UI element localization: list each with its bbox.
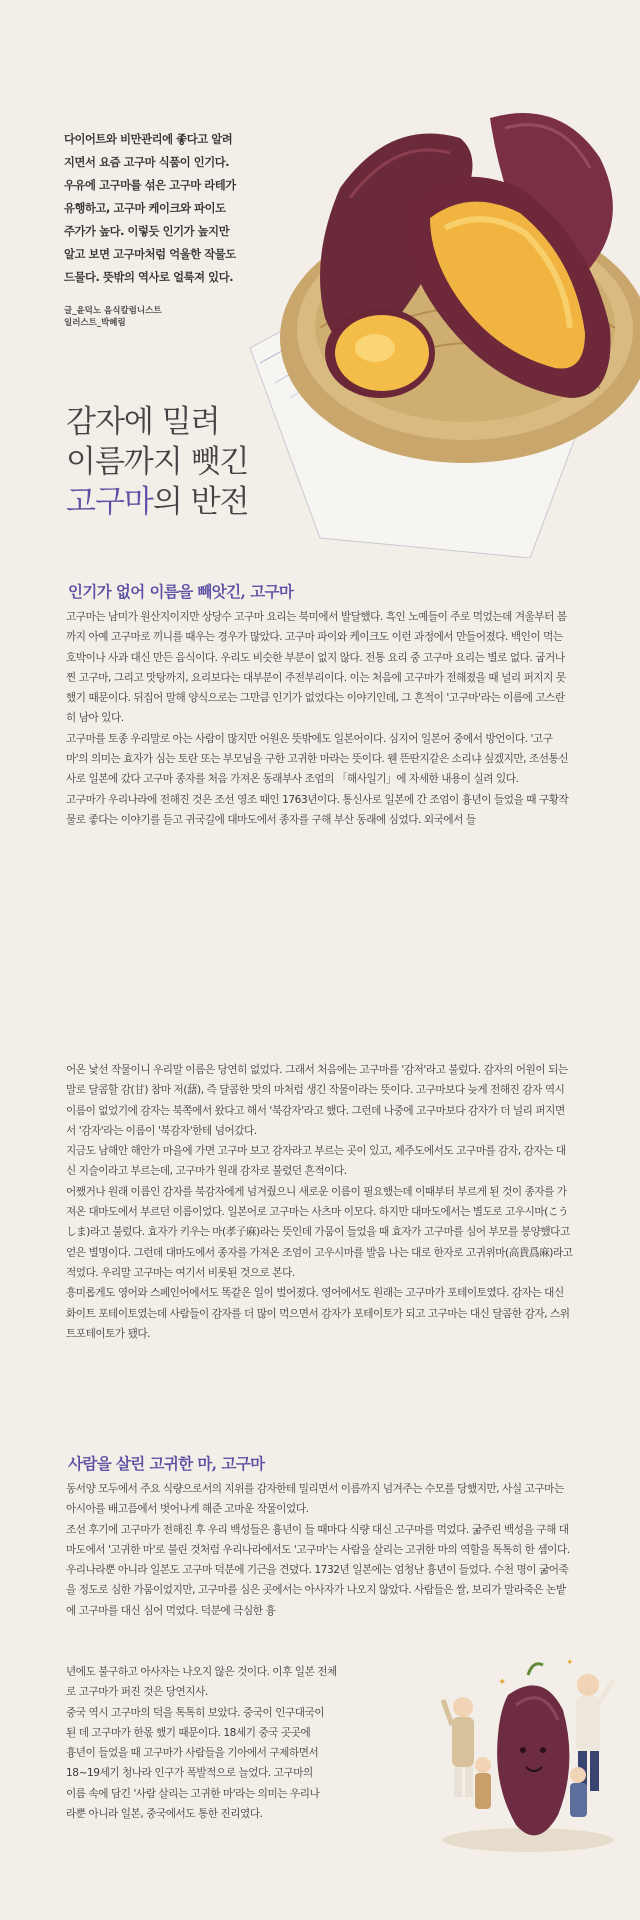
sweet-potato-basket-illustration [230,98,640,558]
section-1-body-top [66,607,574,830]
text-line: 로 고구마가 퍼진 것은 당연지사. [66,1686,208,1699]
intro-line: 우유에 고구마를 섞은 고구마 라테가 [64,179,236,192]
credit-illustrator: 일러스트_박혜림 [64,318,126,328]
text-line: 라뿐 아니라 일본, 중국에서도 통한 진리였다. [66,1808,263,1821]
paragraph: 어온 낯선 작물이니 우리말 이름은 당연히 없었다. 그래서 처음에는 고구마를 '감저'라고 불렀다. 감자의 어원이 되는 말로 달콤할 감(甘) 참마 저(藷), 즉 달콤한 맛의 마처럼 생긴 작물이라는 뜻이다. 고구마보다 늦게 전해진 감자 역시 이름이 없었기에 감자는 북쪽에서 왔다고 해서 '북감자'라고 했다. 그런데 나중에 고구마보다 감자가 더 널리 퍼지면서 '감자'라는 이름이 '북감자'한테 넘어갔다. [66,1064,568,1137]
intro-line: 알고 보면 고구마처럼 억울한 작물도 [64,248,236,261]
title-line-1: 감자에 밀려 [66,404,220,440]
paragraph: 우리나라뿐 아니라 일본도 고구마 덕분에 기근을 견뎠다. 1732년 일본에는 엄청난 흉년이 들었다. 수천 명이 굶어죽을 정도로 심한 가뭄이었지만, 고구마를 심은 곳에서는 아사자가 나오지 않았다. 사람들은 쌀, 보리가 말라죽은 논밭에 고구마를 대신 심어 먹었다. 덕분에 극심한 흉 [66,1564,569,1617]
svg-text:✦: ✦ [566,1658,574,1668]
paragraph: 동서양 모두에서 주요 식량으로서의 지위를 감자한테 밀리면서 이름까지 넘겨주는 수모를 당했지만, 사실 고구마는 아시아를 배고픔에서 벗어나게 해준 고마운 작물이었다. [66,1483,564,1516]
intro-text [64,128,274,289]
page-title [66,402,249,522]
intro-line: 유행하고, 고구마 케이크와 파이도 [64,202,226,215]
intro-line: 주가가 높다. 이렇듯 인기가 높지만 [64,225,230,238]
section-2-body-narrow [66,1662,446,1824]
title-line-2: 이름까지 뺏긴 [66,444,249,480]
text-line: 중국 역시 고구마의 덕을 톡톡히 보았다. 중국이 인구대국이 [66,1706,325,1719]
title-accent: 고구마 [66,484,153,520]
section-1-body-bottom [66,1060,574,1344]
paragraph: 조선 후기에 고구마가 전해진 후 우리 백성들은 흉년이 들 때마다 식량 대신 고구마를 먹었다. 굶주린 백성을 구해 대마도에서 '고귀한 마'로 불린 것처럼 우리나라에서도 '고구마'는 사람을 살리는 고귀한 마의 역할을 톡톡히 한 셈이다. [66,1523,570,1556]
paragraph: 고구마를 토종 우리말로 아는 사람이 많지만 어원은 뜻밖에도 일본어이다. 심지어 일본어 중에서 방언이다. '고구마'의 의미는 효자가 심는 토란 또는 부모님을 구한 고귀한 마라는 뜻이다. 웬 뜬딴지같은 소리냐 싶겠지만, 조선통신사로 일본에 갔다 고구마 종자를 처음 가져온 동래부사 조엄의 「해사일기」에 자세한 내용이 실려 있다. [66,732,569,786]
title-line-3 [66,482,249,522]
text-line: 18~19세기 청나라 인구가 폭발적으로 늘었다. 고구마의 [66,1767,313,1780]
text-line: 흉년이 들었을 때 고구마가 사람들을 기아에서 구제하면서 [66,1747,319,1760]
text-line: 년에도 불구하고 아사자는 나오지 않은 것이다. 이후 일본 전체 [66,1666,337,1678]
paragraph: 고구마가 우리나라에 전해진 것은 조선 영조 때인 1763년이다. 통신사로 일본에 간 조엄이 흉년이 들었을 때 구황작물로 좋다는 이야기를 듣고 귀국길에 대마도에서 종자를 구해 부산 동래에 심었다. 외국에서 들 [66,793,569,826]
section-2-heading: 사람을 살린 고귀한 마, 고구마 [68,1454,265,1473]
paragraph: 어쨌거나 원래 이름인 감자를 북감자에게 넘겨줬으니 새로운 이름이 필요했는데 이때부터 부르게 된 것이 종자를 가져온 대마도에서 부르던 이름이었다. 일본어로 고구마는 사츠마 이모다. 하지만 대마도에서는 별도로 고우시마(こうしま)라고 불렀다. 효자가 키우는 마(孝子麻)라는 뜻인데 가뭄이 들었을 때 효자가 고구마를 심어 부모를 봉양했다고 얻은 별명이다. 그런데 대마도에서 종자를 가져온 조엄이 고우시마를 발음 나는 대로 한자로 고귀위마(高貴爲麻)라고 적었다. 우리말 고구마는 여기서 비롯된 것으로 본다. [66,1185,573,1279]
title-suffix: 의 반전 [152,484,249,520]
paragraph: 고구마는 남미가 원산지이지만 상당수 고구마 요리는 북미에서 발달했다. 흑인 노예들이 주로 먹었는데 겨울부터 봄까지 아예 고구마로 끼니를 때우는 경우가 많았다. 고구마 파이와 케이크도 이런 과정에서 만들어졌다. 백인이 먹는 호박이나 사과 대신 만든 음식이다. 우리도 비슷한 부분이 없지 않다. 전통 요리 중 고구마 요리는 별로 없다. 굽거나 찐 고구마, 그리고 맛탕까지, 요리보다는 대부분이 주전부리이다. 이는 처음에 고구마가 전해졌을 때 널리 퍼지지 못했기 때문이다. 뒤집어 말해 양식으로는 그만큼 인기가 없었다는 이야기인데, 그 흔적이 '고구마'라는 이름에 고스란히 남아 있다. [66,611,567,725]
sweet-potato-villagers-illustration [438,1655,618,1855]
intro-line: 지면서 요즘 고구마 식품이 인기다. [64,156,230,169]
credits [64,305,162,329]
svg-text:✦: ✦ [498,1677,507,1688]
credit-writer: 글_윤덕노 음식칼럼니스트 [64,306,162,316]
intro-line: 드물다. 뜻밖의 역사로 얼룩져 있다. [64,271,234,284]
text-line: 이름 속에 담긴 '사람 살리는 고귀한 마'라는 의미는 우리나 [66,1787,320,1800]
paragraph: 흥미롭게도 영어와 스페인어에서도 똑같은 일이 벌어졌다. 영어에서도 원래는 고구마가 포테이토였다. 감자는 대신 화이트 포테이토였는데 사람들이 감자를 더 많이 먹으면서 감자가 포테이토가 되고 고구마는 대신 달콤한 감자, 스위트포테이토가 됐다. [66,1287,570,1340]
intro-line: 다이어트와 비만관리에 좋다고 알려 [64,133,233,146]
section-1-heading: 인기가 없어 이름을 빼앗긴, 고구마 [68,582,294,601]
section-2-body [66,1479,574,1621]
paragraph: 지금도 남해안 해안가 마을에 가면 고구마 보고 감자라고 부르는 곳이 있고, 제주도에서도 고구마를 감자, 감자는 대신 지슬이라고 부르는데, 고구마가 원래 감자로 불렸던 흔적이다. [66,1145,566,1178]
text-line: 된 데 고구마가 한몫 했기 때문이다. 18세기 중국 곳곳에 [66,1726,311,1739]
